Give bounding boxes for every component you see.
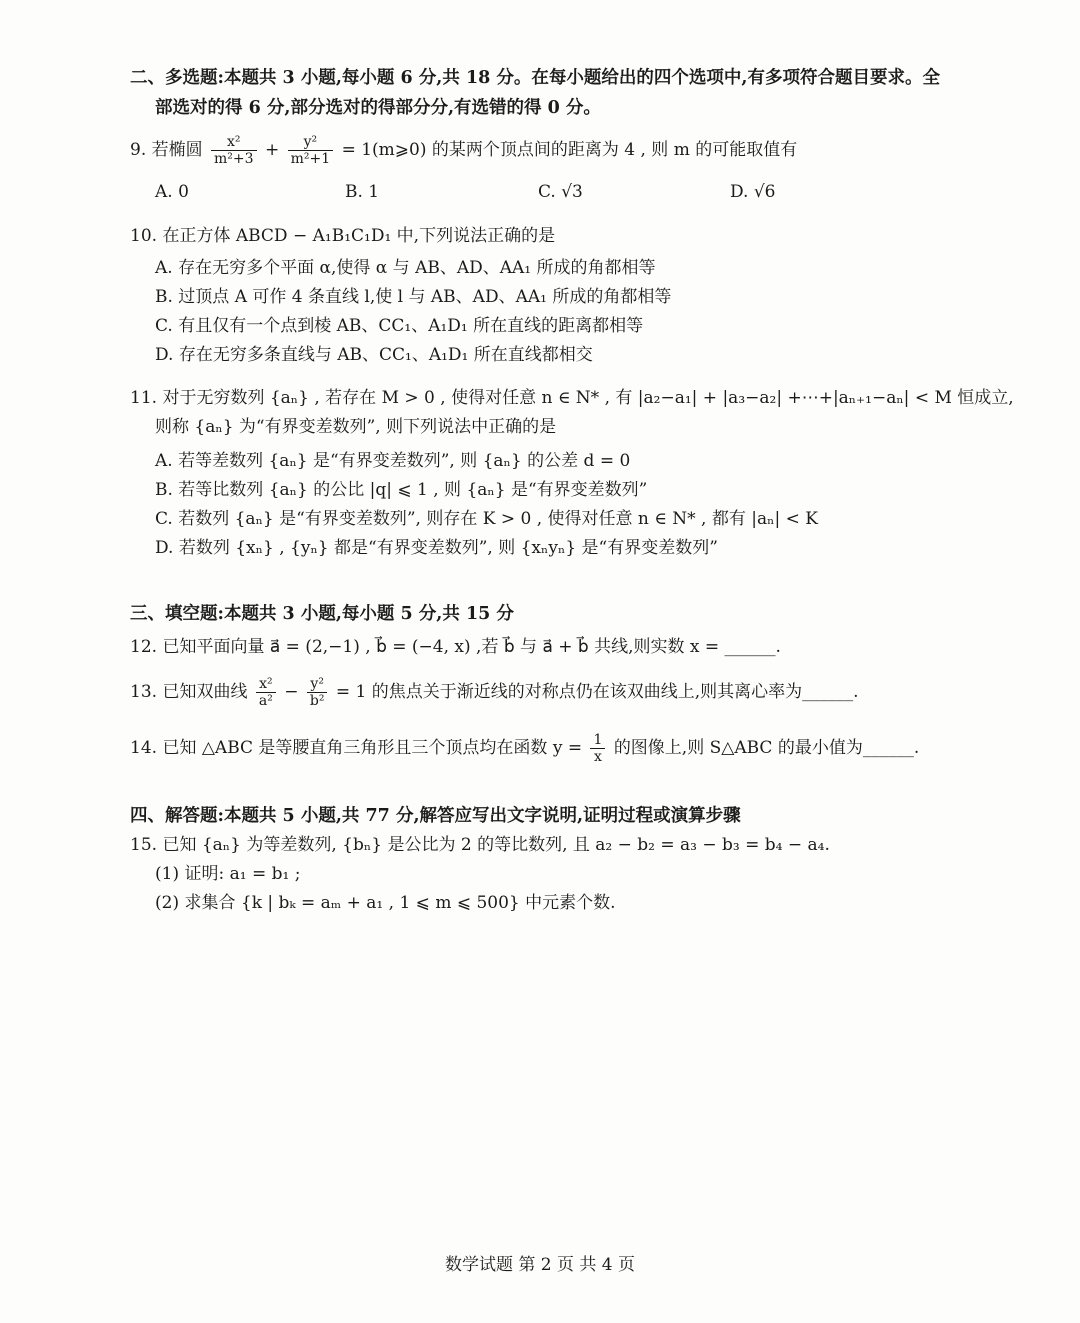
- q11-option-a: A. 若等差数列 {aₙ} 是“有界变差数列”, 则 {aₙ} 的公差 d = 0: [155, 451, 631, 471]
- q13-suffix: = 1 的焦点关于渐近线的对称点仍在该双曲线上,则其离心率为______.: [335, 682, 859, 702]
- q15-part-1: (1) 证明: a₁ = b₁ ;: [155, 864, 301, 884]
- question-13: [130, 668, 859, 716]
- question-14: [130, 724, 919, 772]
- q9-suffix: = 1(m⩾0) 的某两个顶点间的距离为 4 , 则 m 的可能取值有: [341, 140, 798, 160]
- q10-option-a: A. 存在无穷多个平面 α,使得 α 与 AB、AD、AA₁ 所成的角都相等: [155, 258, 656, 278]
- q14-frac-numerator: 1: [593, 732, 603, 748]
- question-12: 12. 已知平面向量 a⃗ = (2,−1) , b⃗ = (−4, x) ,若 b⃗ 与 a⃗ + b⃗ 共线,则实数 x = ______.: [130, 637, 781, 657]
- q13-fraction-1: [256, 676, 276, 709]
- section2-header-line2: 部选对的得 6 分,部分选对的得部分分,有选错的得 0 分。: [155, 98, 601, 118]
- page-footer: 数学试题 第 2 页 共 4 页: [444, 1255, 636, 1275]
- q9-option-b: B. 1: [345, 182, 380, 202]
- question-11-stem-line1: 11. 对于无穷数列 {aₙ} , 若存在 M > 0 , 使得对任意 n ∈ N* , 有 |a₂−a₁| + |a₃−a₂| +⋯+|aₙ₊₁−aₙ| < M 恒成立,: [130, 388, 1014, 408]
- section4-header: 四、解答题:本题共 5 小题,共 77 分,解答应写出文字说明,证明过程或演算步骤: [130, 806, 741, 826]
- q13-frac1-denominator: a²: [256, 692, 276, 709]
- question-15-stem: 15. 已知 {aₙ} 为等差数列, {bₙ} 是公比为 2 的等比数列, 且 a₂ − b₂ = a₃ − b₃ = b₄ − a₄.: [130, 835, 830, 855]
- q9-option-a: A. 0: [155, 182, 189, 202]
- q14-fraction: [590, 732, 605, 765]
- question-10-stem: 10. 在正方体 ABCD − A₁B₁C₁D₁ 中,下列说法正确的是: [130, 226, 556, 246]
- q9-frac2-numerator: y²: [303, 134, 318, 150]
- q9-prefix: 9. 若椭圆: [130, 140, 203, 160]
- question-11-stem-line2: 则称 {aₙ} 为“有界变差数列”, 则下列说法中正确的是: [155, 417, 557, 437]
- q13-fraction-2: [307, 676, 328, 709]
- section3-header: 三、填空题:本题共 3 小题,每小题 5 分,共 15 分: [130, 604, 514, 624]
- q9-frac2-denominator: m²+1: [288, 150, 334, 167]
- q15-part-2: (2) 求集合 {k | bₖ = aₘ + a₁ , 1 ⩽ m ⩽ 500} 中元素个数.: [155, 893, 616, 913]
- q13-minus: −: [284, 682, 299, 702]
- q9-option-c: C. √3: [538, 182, 583, 202]
- q10-option-c: C. 有且仅有一个点到棱 AB、CC₁、A₁D₁ 所在直线的距离都相等: [155, 316, 644, 336]
- q14-prefix: 14. 已知 △ABC 是等腰直角三角形且三个顶点均在函数 y =: [130, 738, 583, 758]
- q13-prefix: 13. 已知双曲线: [130, 682, 248, 702]
- q9-frac1-denominator: m²+3: [211, 150, 257, 167]
- q13-frac2-numerator: y²: [310, 676, 324, 692]
- q9-fraction-1: [211, 134, 257, 167]
- section2-header-line1: 二、多选题:本题共 3 小题,每小题 6 分,共 18 分。在每小题给出的四个选项中,有多项符合题目要求。全: [130, 68, 940, 88]
- q9-plus: +: [264, 140, 280, 160]
- q10-option-d: D. 存在无穷多条直线与 AB、CC₁、A₁D₁ 所在直线都相交: [155, 345, 593, 365]
- q13-frac1-numerator: x²: [259, 676, 273, 692]
- q10-option-b: B. 过顶点 A 可作 4 条直线 l,使 l 与 AB、AD、AA₁ 所成的角都相等: [155, 287, 672, 307]
- q13-frac2-denominator: b²: [307, 692, 328, 709]
- q11-option-d: D. 若数列 {xₙ} , {yₙ} 都是“有界变差数列”, 则 {xₙyₙ} 是“有界变差数列”: [155, 538, 718, 558]
- q9-fraction-2: [288, 134, 334, 167]
- q9-frac1-numerator: x²: [227, 134, 241, 150]
- q9-option-d: D. √6: [730, 182, 776, 202]
- question-9-stem: [130, 126, 797, 174]
- q11-option-b: B. 若等比数列 {aₙ} 的公比 |q| ⩽ 1 , 则 {aₙ} 是“有界变差数列”: [155, 480, 648, 500]
- q14-frac-denominator: x: [590, 748, 605, 765]
- q11-option-c: C. 若数列 {aₙ} 是“有界变差数列”, 则存在 K > 0 , 使得对任意 n ∈ N* , 都有 |aₙ| < K: [155, 509, 818, 529]
- q14-suffix: 的图像上,则 S△ABC 的最小值为______.: [613, 738, 920, 758]
